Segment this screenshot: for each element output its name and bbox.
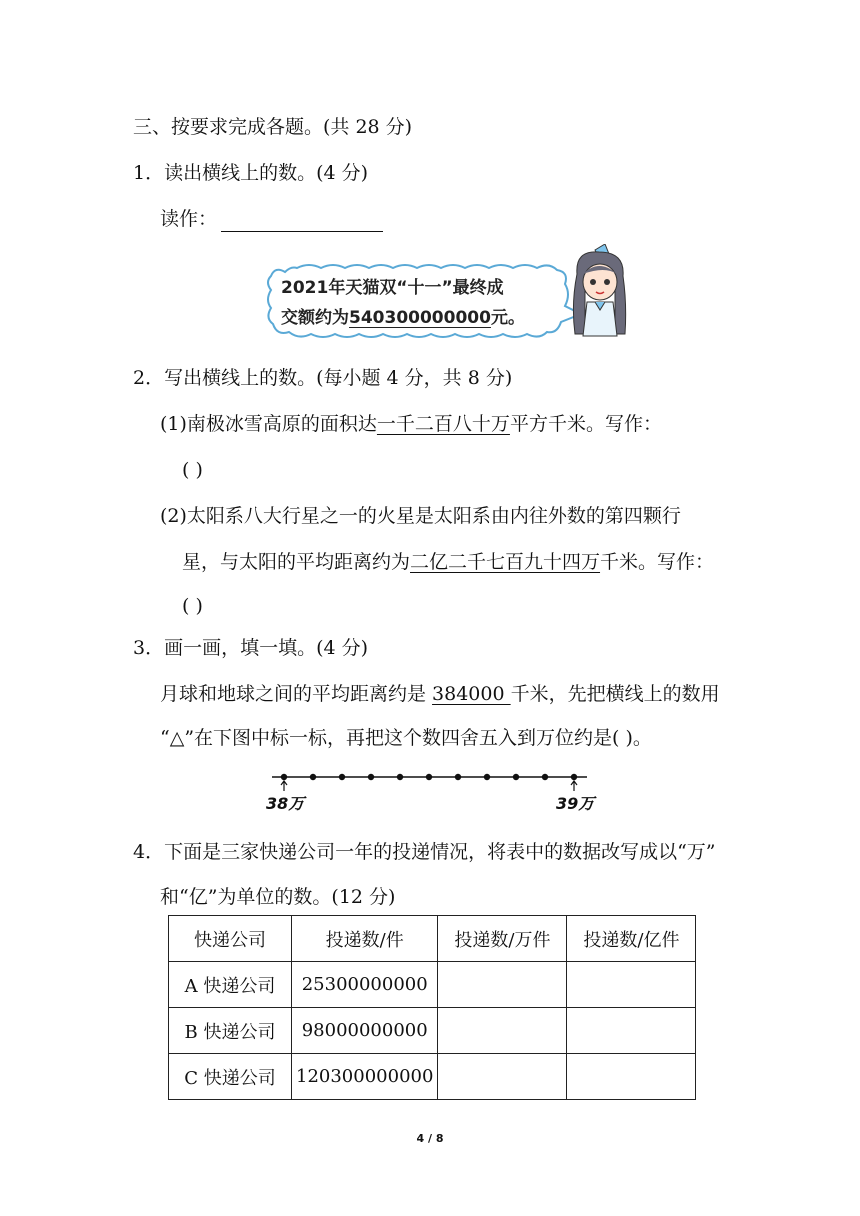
deliveries-cell: 25300000000	[292, 962, 438, 1008]
wan-answer-cell[interactable]	[438, 1008, 567, 1054]
q3-line2: “△”在下图中标一标，再把这个数四舍五入到万位约是( )。	[160, 727, 652, 749]
q1-answer-row	[160, 206, 383, 232]
table-header-cell: 投递数/件	[292, 916, 438, 962]
q1-read-label: 读作：	[160, 208, 218, 230]
q2-part2-answer-blank[interactable]: ( )	[182, 595, 203, 617]
left-arrow-icon	[281, 781, 287, 791]
wan-answer-cell[interactable]	[438, 1054, 567, 1100]
number-line-axis	[262, 762, 607, 792]
table-header-cell: 投递数/亿件	[567, 916, 696, 962]
table-header-cell: 快递公司	[169, 916, 292, 962]
company-cell: A 快递公司	[169, 962, 292, 1008]
number-line-point[interactable]	[368, 774, 374, 780]
q3-line1-suffix: 千米，先把横线上的数用	[510, 683, 720, 705]
q2-part2-line2	[182, 549, 714, 575]
number-line[interactable]	[262, 762, 607, 814]
wan-answer-cell[interactable]	[438, 962, 567, 1008]
q2-part2-underlined: 二亿二千七百九十四万	[410, 551, 601, 573]
number-line-left-label: 38万	[266, 794, 305, 813]
bubble-number: 540300000000	[349, 308, 491, 328]
bubble-line-2	[281, 304, 525, 332]
yi-answer-cell[interactable]	[567, 1054, 696, 1100]
number-line-point[interactable]	[542, 774, 548, 780]
number-line-point[interactable]	[339, 774, 345, 780]
bubble-line-1: 2021年天猫双“十一”最终成	[281, 278, 504, 298]
section-heading: 三、按要求完成各题。(共 28 分)	[133, 116, 413, 138]
right-arrow-icon	[571, 781, 577, 791]
bubble-line-2-suffix: 元。	[490, 308, 525, 328]
number-line-point[interactable]	[281, 774, 287, 780]
q1-answer-blank[interactable]	[221, 213, 383, 232]
q1-title: 1．读出横线上的数。(4 分)	[133, 162, 369, 184]
deliveries-cell: 98000000000	[292, 1008, 438, 1054]
table-row	[169, 962, 696, 1008]
q2-part2-prefix: 星，与太阳的平均距离约为	[182, 551, 411, 573]
q4-title-line1: 4．下面是三家快递公司一年的投递情况，将表中的数据改写成以“万”	[133, 841, 716, 863]
number-line-point[interactable]	[397, 774, 403, 780]
number-line-point[interactable]	[455, 774, 461, 780]
table-row	[169, 1054, 696, 1100]
q2-part2-line1: (2)太阳系八大行星之一的火星是太阳系由内往外数的第四颗行	[160, 505, 681, 527]
q2-part1-answer-blank[interactable]: ( )	[182, 459, 203, 481]
table-row	[169, 1008, 696, 1054]
number-line-point[interactable]	[513, 774, 519, 780]
q2-part2-suffix: 千米。写作：	[600, 551, 715, 573]
cartoon-girl-illustration	[565, 244, 635, 340]
table-header-cell: 投递数/万件	[438, 916, 567, 962]
number-line-point[interactable]	[571, 774, 577, 780]
number-line-point[interactable]	[426, 774, 432, 780]
bubble-line-2-prefix: 交额约为	[281, 308, 349, 328]
number-line-right-label: 39万	[556, 794, 595, 813]
q3-line1-prefix: 月球和地球之间的平均距离约是	[160, 683, 433, 705]
company-cell: C 快递公司	[169, 1054, 292, 1100]
number-line-point[interactable]	[310, 774, 316, 780]
deliveries-cell: 120300000000	[292, 1054, 438, 1100]
number-line-point[interactable]	[484, 774, 490, 780]
page-number: 4 / 8	[416, 1132, 444, 1145]
company-cell: B 快递公司	[169, 1008, 292, 1054]
q3-distance-underlined: 384000	[432, 683, 511, 705]
q2-part1-underlined: 一千二百八十万	[376, 413, 510, 435]
q3-title: 3．画一画，填一填。(4 分)	[133, 637, 369, 659]
table-header-row	[169, 916, 696, 962]
q2-part1	[160, 411, 662, 437]
q2-part1-suffix: 平方千米。写作：	[509, 413, 662, 435]
q2-part1-prefix: (1)南极冰雪高原的面积达	[160, 413, 377, 435]
q4-title-line2: 和“亿”为单位的数。(12 分)	[160, 886, 396, 908]
yi-answer-cell[interactable]	[567, 1008, 696, 1054]
delivery-table	[168, 915, 696, 1100]
yi-answer-cell[interactable]	[567, 962, 696, 1008]
q3-line1	[160, 681, 720, 707]
q2-title: 2．写出横线上的数。(每小题 4 分，共 8 分)	[133, 367, 513, 389]
